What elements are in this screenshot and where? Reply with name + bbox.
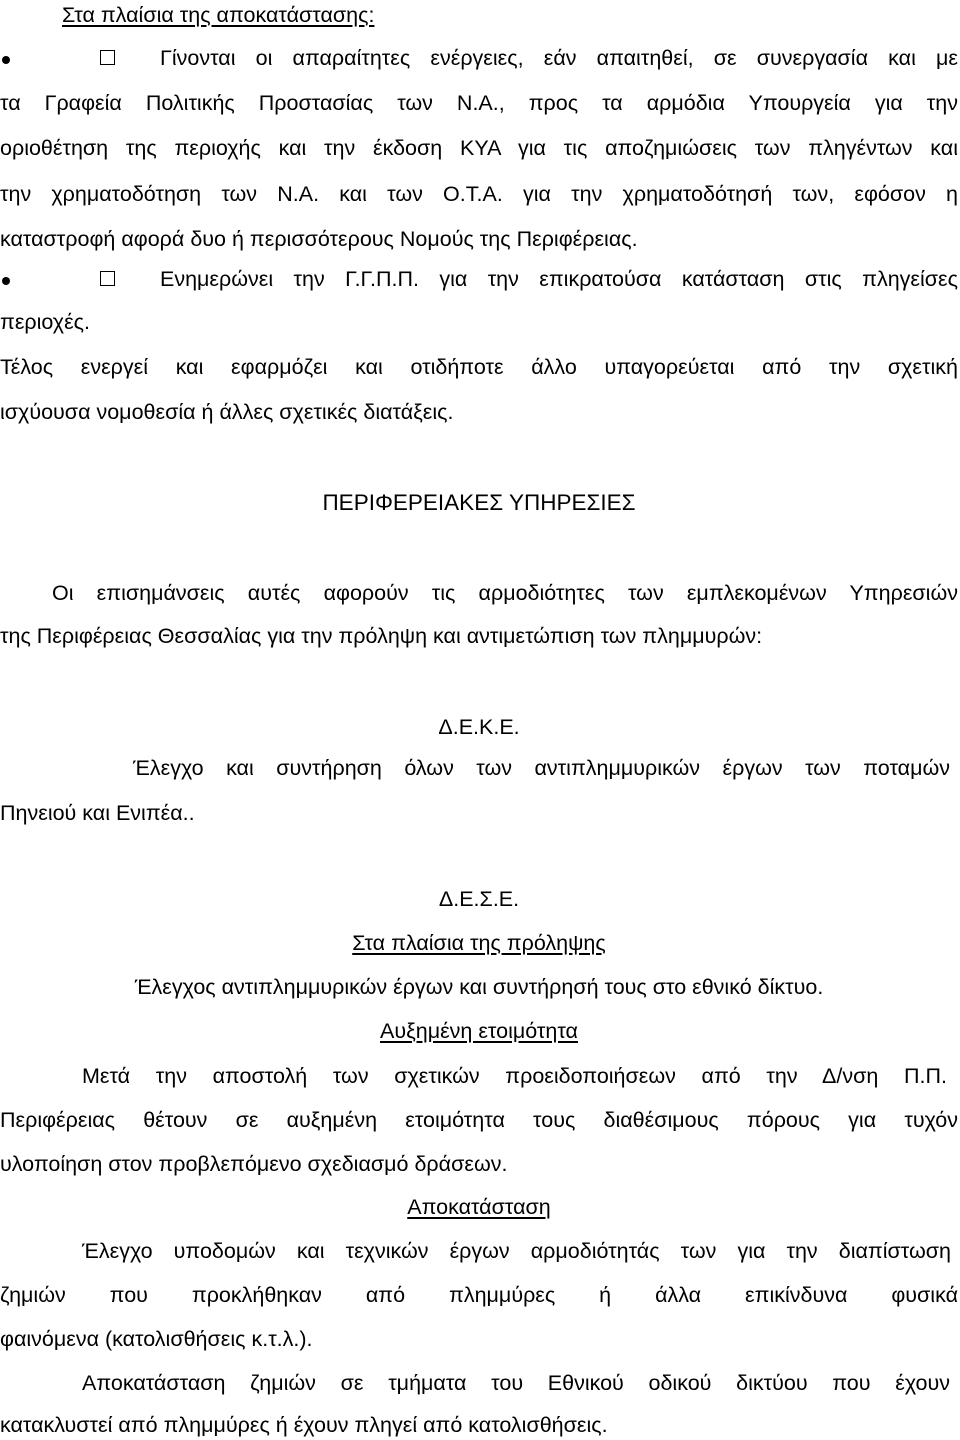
- restoration-line5: κατακλυστεί από πλημμύρες ή έχουν πληγεί από κατολισθήσεις.: [0, 1413, 608, 1437]
- prevention-title: Στα πλαίσια της πρόληψης: [352, 931, 606, 955]
- restoration-line2: ζημιών που προκλήθηκαν από πλημμύρες ή άλλα επικίνδυνα φυσικά: [0, 1283, 958, 1307]
- bullet1-line3: οριοθέτηση της περιοχής και την έκδοση ΚΥΑ για τις αποζημιώσεις των πληγέντων και: [0, 136, 958, 160]
- restoration-heading: Στα πλαίσια της αποκατάστασης:: [62, 3, 375, 27]
- restoration-line3: φαινόμενα (κατολισθήσεις κ.τ.λ.).: [0, 1327, 313, 1351]
- deke-line2: Πηνειού και Ενιπέα..: [0, 801, 195, 825]
- closing-line1: Τέλος ενεργεί και εφαρμόζει και οτιδήποτε άλλο υπαγορεύεται από την σχετική: [0, 355, 958, 379]
- bullet1-line4: την χρηματοδότηση των Ν.Α. και των Ο.Τ.Α. για την χρηματοδότησή των, εφόσον η: [0, 182, 958, 206]
- bullet1-line2: τα Γραφεία Πολιτικής Προστασίας των Ν.Α., προς τα αρμόδια Υπουργεία για την: [0, 91, 958, 115]
- bullet1-line1: Γίνονται οι απαραίτητες ενέργειες, εάν απαιτηθεί, σε συνεργασία και με: [160, 46, 958, 70]
- restoration-line4: Αποκατάσταση ζημιών σε τμήματα του Εθνικού οδικού δικτύου που έχουν: [82, 1371, 950, 1395]
- dese-title: Δ.Ε.Σ.Ε.: [438, 887, 520, 911]
- readiness-line1: Μετά την αποστολή των σχετικών προειδοποιήσεων από την Δ/νση Π.Π.: [82, 1064, 947, 1088]
- bullet-dot-icon: [2, 277, 10, 285]
- readiness-title: Αυξημένη ετοιμότητα: [380, 1019, 578, 1043]
- deke-line1: Έλεγχο και συντήρηση όλων των αντιπλημμυρικών έργων των ποταμών: [133, 756, 950, 780]
- deke-title: Δ.Ε.Κ.Ε.: [438, 715, 520, 739]
- intro-line2: της Περιφέρειας Θεσσαλίας για την πρόληψη και αντιμετώπιση των πλημμυρών:: [0, 624, 763, 648]
- restoration-subtitle: Αποκατάσταση: [407, 1195, 551, 1219]
- prevention-text: Έλεγχος αντιπλημμυρικών έργων και συντήρησή τους στο εθνικό δίκτυο.: [134, 975, 824, 999]
- restoration-line1: Έλεγχο υποδομών και τεχνικών έργων αρμοδιότητάς των για την διαπίστωση: [82, 1239, 951, 1263]
- readiness-line3: υλοποίηση στον προβλεπόμενο σχεδιασμό δράσεων.: [0, 1152, 508, 1176]
- regional-services-title: ΠΕΡΙΦΕΡΕΙΑΚΕΣ ΥΠΗΡΕΣΙΕΣ: [322, 490, 636, 515]
- checkbox-square-icon: [100, 50, 115, 65]
- bullet2-line1: Ενημερώνει την Γ.Γ.Π.Π. για την επικρατούσα κατάσταση στις πληγείσες: [160, 267, 958, 291]
- bullet-dot-icon: [2, 56, 10, 64]
- checkbox-square-icon: [100, 271, 115, 286]
- closing-line2: ισχύουσα νομοθεσία ή άλλες σχετικές διατάξεις.: [0, 400, 454, 424]
- bullet2-line2: περιοχές.: [0, 310, 91, 334]
- bullet1-line5: καταστροφή αφορά δυο ή περισσότερους Νομούς της Περιφέρειας.: [0, 227, 638, 251]
- readiness-line2: Περιφέρειας θέτουν σε αυξημένη ετοιμότητα τους διαθέσιμους πόρους για τυχόν: [0, 1108, 958, 1132]
- intro-line1: Οι επισημάνσεις αυτές αφορούν τις αρμοδιότητες των εμπλεκομένων Υπηρεσιών: [52, 581, 958, 605]
